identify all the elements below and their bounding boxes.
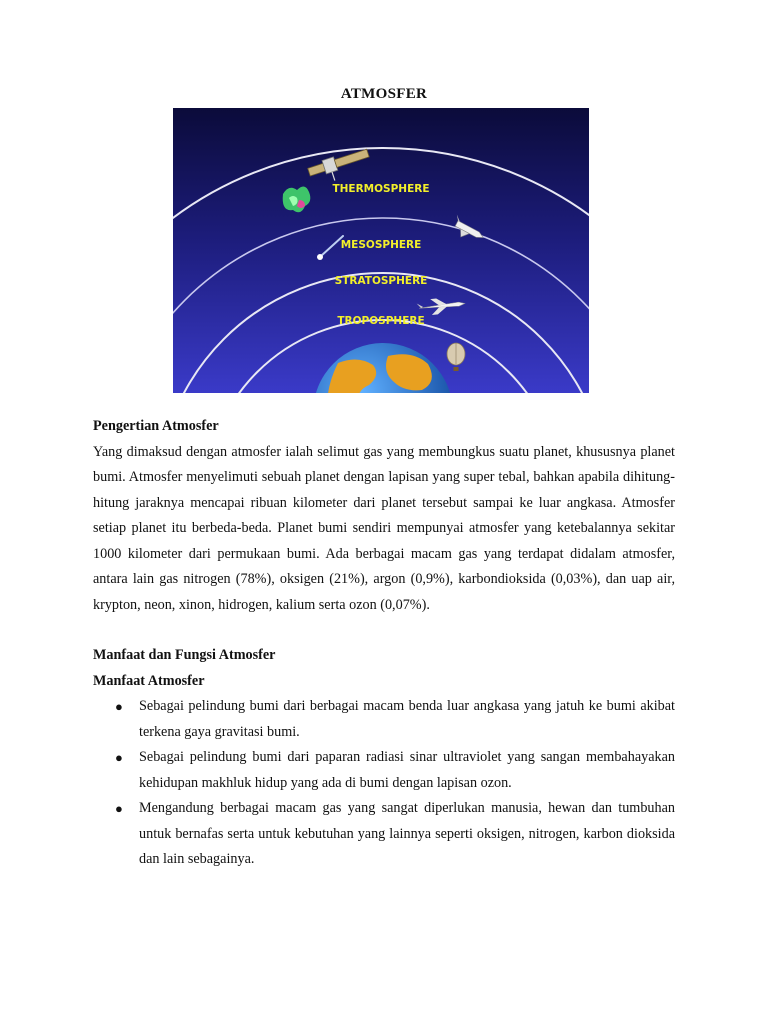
bullet-icon: ● [115, 750, 123, 765]
document-body [93, 414, 675, 873]
section-heading-benefits-functions: Manfaat dan Fungsi Atmosfer [93, 647, 276, 663]
definition-paragraph: Yang dimaksud dengan atmosfer ialah selimut gas yang membungkus suatu planet, khususnya planet bumi. Atmosfer menyelimuti sebuah planet dengan lapisan yang super tebal, bahkan apabila dihitung-hitung jaraknya mencapai ribuan kilometer dari planet tersebut sampai ke luar angkasa. Atmosfer setiap planet itu berbeda-beda. Planet bumi sendiri mempunyai atmosfer yang ketebalannya sekitar 1000 kilometer dari permukaan bumi. Ada berbagai macam gas yang terdapat didalam atmosfer, antara lain gas nitrogen (78%), oksigen (21%), argon (0,9%), karbondioksida (0,03%), dan uap air, krypton, neon, xinon, hidrogen, kalium serta ozon (0,07%). [93, 443, 675, 613]
list-item [93, 745, 675, 796]
bullet-icon: ● [115, 699, 123, 714]
list-item [93, 796, 675, 873]
list-item [93, 694, 675, 745]
troposphere-label: TROPOSPHERE [337, 315, 425, 327]
atmosphere-layers-figure [173, 108, 589, 393]
paragraph-spacer [93, 618, 675, 643]
thermosphere-label: THERMOSPHERE [332, 183, 430, 195]
subheading-benefits: Manfaat Atmosfer [93, 672, 205, 689]
benefits-list [93, 694, 675, 873]
list-item-text: Sebagai pelindung bumi dari paparan radiasi sinar ultraviolet yang sangan membahayakan kehidupan makhluk hidup yang ada di bumi dengan lapisan ozon. [139, 749, 675, 791]
list-item-text: Sebagai pelindung bumi dari berbagai macam benda luar angkasa yang jatuh ke bumi akibat terkena gaya gravitasi bumi. [139, 698, 675, 740]
stratosphere-label: STRATOSPHERE [334, 275, 428, 287]
section-heading-definition: Pengertian Atmosfer [93, 418, 219, 434]
mesosphere-label: MESOSPHERE [340, 239, 422, 251]
list-item-text: Mengandung berbagai macam gas yang sangat diperlukan manusia, hewan dan tumbuhan untuk bernafas serta untuk kebutuhan yang lainnya seperti oksigen, nitrogen, karbon dioksida dan lain sebagainya. [139, 800, 675, 867]
document-title: ATMOSFER [340, 86, 428, 102]
bullet-icon: ● [115, 801, 123, 816]
